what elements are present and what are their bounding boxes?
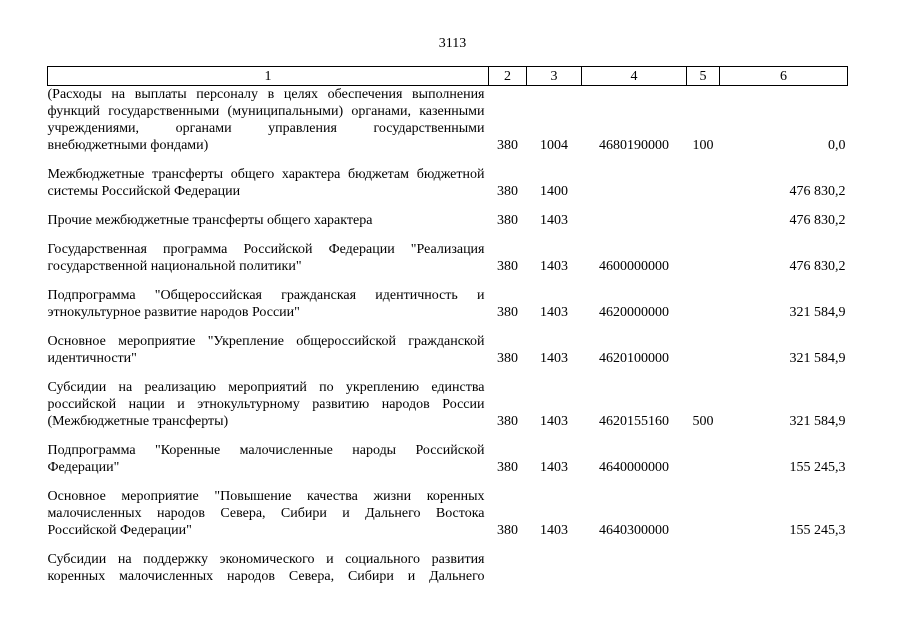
row-section: 1403 — [540, 523, 568, 538]
row-name: Межбюджетные трансферты общего характера бюджетам бюджетной системы Российской Федерации — [47, 167, 485, 199]
row-name: Основное мероприятие "Повышение качества жизни коренных малочисленных народов Севера, Сибири и Дальнего Востока Российской Федерации" — [47, 489, 485, 538]
row-ministry: 380 — [497, 213, 518, 228]
row-section: 1403 — [540, 460, 568, 475]
row-amount: 476 830,2 — [789, 184, 846, 199]
header-row — [48, 67, 848, 86]
row-target: 4620100000 — [599, 351, 669, 366]
row-ministry: 380 — [497, 351, 518, 366]
row-expense-type — [687, 212, 720, 229]
row-amount — [720, 551, 848, 585]
row-target — [582, 551, 687, 585]
column-header-3: 3 — [527, 67, 582, 86]
row-ministry — [489, 551, 527, 585]
row-expense-type: 100 — [692, 138, 714, 153]
row-target — [582, 166, 687, 200]
row-name: (Расходы на выплаты персоналу в целях обеспечения выполнения функций государственными (муниципальными) органами, казенными учреждениями, органами управления государственными внебюджетными фондами) — [47, 87, 485, 153]
row-expense-type — [687, 166, 720, 200]
row-amount: 155 245,3 — [789, 460, 846, 475]
table-row — [48, 212, 848, 229]
row-target: 4600000000 — [599, 259, 669, 274]
table-row — [48, 442, 848, 476]
row-expense-type: 500 — [692, 414, 714, 429]
row-ministry: 380 — [497, 184, 518, 199]
row-ministry: 380 — [497, 305, 518, 320]
row-target: 4680190000 — [599, 138, 669, 153]
column-header-1: 1 — [48, 67, 489, 86]
row-expense-type — [687, 442, 720, 476]
row-section: 1400 — [540, 184, 568, 199]
row-name: Государственная программа Российской Федерации "Реализация государственной национальной политики" — [47, 242, 485, 274]
row-section: 1403 — [540, 305, 568, 320]
row-section: 1403 — [540, 414, 568, 429]
table-row — [48, 86, 848, 155]
row-ministry: 380 — [497, 523, 518, 538]
row-ministry: 380 — [497, 138, 518, 153]
row-ministry: 380 — [497, 460, 518, 475]
row-target: 4640000000 — [599, 460, 669, 475]
row-name: Субсидии на реализацию мероприятий по укреплению единства российской нации и этнокультурному развитию народов России (Межбюджетные трансферты) — [47, 380, 485, 429]
row-amount: 321 584,9 — [789, 414, 846, 429]
row-section: 1403 — [540, 213, 568, 228]
table-row — [48, 241, 848, 275]
row-name: Подпрограмма "Коренные малочисленные народы Российской Федерации" — [47, 443, 485, 475]
column-header-2: 2 — [489, 67, 527, 86]
row-target: 4640300000 — [599, 523, 669, 538]
table-row — [48, 166, 848, 200]
row-expense-type — [687, 551, 720, 585]
row-target: 4620000000 — [599, 305, 669, 320]
row-target — [582, 212, 687, 229]
row-expense-type — [687, 241, 720, 275]
table-row — [48, 551, 848, 585]
row-name: Прочие межбюджетные трансферты общего характера — [47, 213, 373, 228]
row-amount: 155 245,3 — [789, 523, 846, 538]
column-header-4: 4 — [582, 67, 687, 86]
row-ministry: 380 — [497, 414, 518, 429]
table-row — [48, 488, 848, 539]
row-name: Субсидии на поддержку экономического и социального развития коренных малочисленных народов Севера, Сибири и Дальнего — [47, 552, 485, 584]
column-header-5: 5 — [687, 67, 720, 86]
row-expense-type — [687, 488, 720, 539]
column-header-6: 6 — [720, 67, 848, 86]
table-row — [48, 287, 848, 321]
row-amount: 476 830,2 — [789, 213, 846, 228]
row-amount: 476 830,2 — [789, 259, 846, 274]
table-row — [48, 379, 848, 430]
row-expense-type — [687, 287, 720, 321]
row-amount: 321 584,9 — [789, 351, 846, 366]
page-number: 3113 — [438, 36, 467, 51]
row-section: 1403 — [540, 259, 568, 274]
row-name: Подпрограмма "Общероссийская гражданская идентичность и этнокультурное развитие народов России" — [47, 288, 485, 320]
row-ministry: 380 — [497, 259, 518, 274]
budget-table — [47, 66, 848, 585]
row-target: 4620155160 — [599, 414, 669, 429]
row-section: 1004 — [540, 138, 568, 153]
row-name: Основное мероприятие "Укрепление общероссийской гражданской идентичности" — [47, 334, 485, 366]
row-section: 1403 — [540, 351, 568, 366]
row-amount: 321 584,9 — [789, 305, 846, 320]
row-section — [527, 551, 582, 585]
row-expense-type — [687, 333, 720, 367]
table-row — [48, 333, 848, 367]
row-amount: 0,0 — [828, 138, 846, 153]
